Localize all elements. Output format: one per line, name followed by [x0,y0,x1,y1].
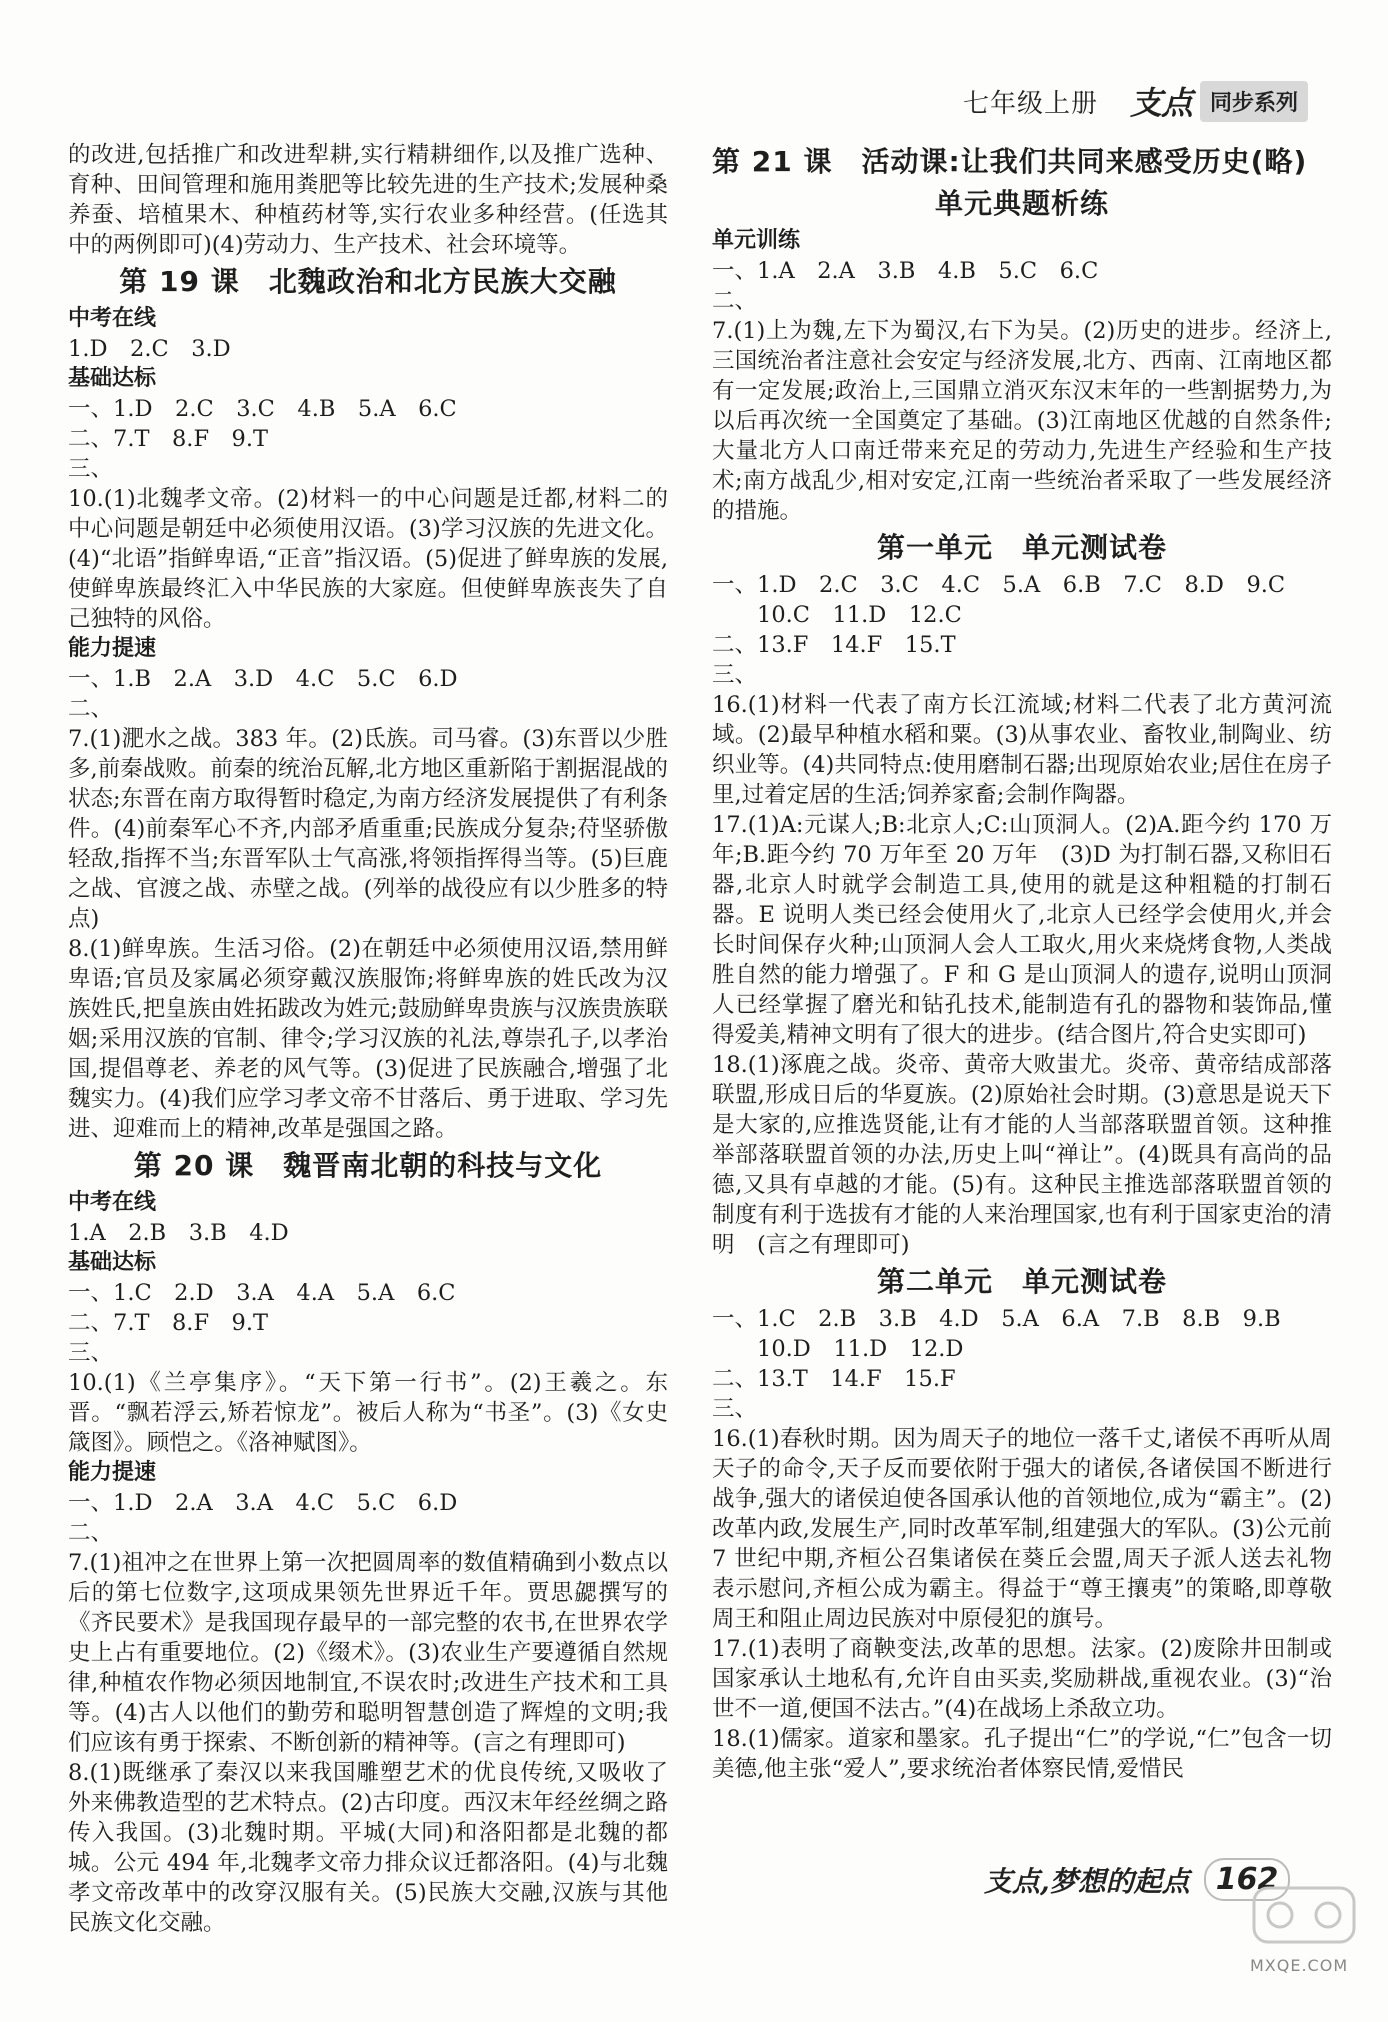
brand-logo: 支点 [1129,84,1192,122]
answer-line: 二、7.T 8.F 9.T [68,1310,269,1336]
section-label: 能力提速 [68,636,157,661]
page-header [963,78,1308,124]
footer-slogan: 支点,梦想的起点 [984,1864,1190,1898]
intro-paragraph: 的改进,包括推广和改进犁耕,实行精耕细作,以及推广选种、育种、田间管理和施用粪肥等比较先进的生产技术;发展种桑养蚕、培植果木、种植药材等,实行农业多种经营。(任选其中的两例即可)(4)劳动力、生产技术、社会环境等。 [68,142,668,258]
answer-paragraph: 7.(1)祖冲之在世界上第一次把圆周率的数值精确到小数点以后的第七位数字,这项成果领先世界近千年。贾思勰撰写的《齐民要术》是我国现存最早的一部完整的农书,在世界农学史上占有重要地位。(2)《缀术》。(3)农业生产要遵循自然规律,种植农作物必须因地制宜,不误农时;改进生产技术和工具等。(4)古人以他们的勤劳和聪明智慧创造了辉煌的文明;我们应该有勇于探索、不断创新的精神等。(言之有理即可) [68,1550,668,1756]
left-column [68,140,668,1938]
answer-line: 一、1.C 2.D 3.A 4.A 5.A 6.C [68,1280,456,1306]
lesson-21-title: 第 21 课 活动课:让我们共同来感受历史(略) [712,145,1308,178]
section-label: 基础达标 [68,1250,157,1275]
answer-line: 10.C 11.D 12.C [712,602,962,628]
watermark-logo [1250,1880,1370,1975]
section-label: 中考在线 [68,1190,157,1215]
unit-2-test-title: 第二单元 单元测试卷 [876,1265,1167,1298]
answer-paragraph: 7.(1)上为魏,左下为蜀汉,右下为吴。(2)历史的进步。经济上,三国统治者注意社会安定与经济发展,北方、西南、江南地区都有一定发展;政治上,三国鼎立消灭东汉末年的一些割据势力,为以后再次统一全国奠定了基础。(3)江南地区优越的自然条件;大量北方人口南迁带来充足的劳动力,先进生产经验和生产技术;南方战乱少,相对安定,江南一些统治者采取了一些发展经济的措施。 [712,318,1332,524]
lesson-19-title: 第 19 课 北魏政治和北方民族大交融 [119,265,617,298]
answer-line: 一、1.D 2.C 3.C 4.C 5.A 6.B 7.C 8.D 9.C [712,572,1286,598]
answer-line: 二、13.T 14.F 15.F [712,1366,956,1392]
answer-paragraph: 18.(1)涿鹿之战。炎帝、黄帝大败蚩尤。炎帝、黄帝结成部落联盟,形成日后的华夏族。(2)原始社会时期。(3)意思是说天下是大家的,应推选贤能,让有才能的人当部落联盟首领。这种推举部落联盟首领的办法,历史上叫“禅让”。(4)既具有高尚的品德,又具有卓越的才能。(5)有。这种民主推选部落联盟首领的制度有利于选拔有才能的人来治理国家,也有利于国家吏治的清明 (言之有理即可) [712,1052,1332,1258]
answer-line: 三、 [68,1340,114,1366]
grade-label: 七年级上册 [962,88,1098,119]
answer-paragraph: 18.(1)儒家。道家和墨家。孔子提出“仁”的学说,“仁”包含一切美德,他主张“爱人”,要求统治者体察民情,爱惜民 [712,1726,1332,1782]
answer-line: 二、7.T 8.F 9.T [68,426,269,452]
answer-line: 二、 [712,288,758,314]
right-column [712,140,1332,1784]
answer-paragraph: 16.(1)春秋时期。因为周天子的地位一落千丈,诸侯不再听从周天子的命令,天子反而要依附于强大的诸侯,各诸侯国不断进行战争,强大的诸侯迫使各国承认他的首领地位,成为“霸主”。(2)改革内政,发展生产,同时改革军制,组建强大的军队。(3)公元前 7 世纪中期,齐桓公召集诸侯在葵丘会盟,周天子派人送去礼物表示慰问,齐桓公成为霸主。得益于“尊王攘夷”的策略,即尊敬周王和阻止周边民族对中原侵犯的旗号。 [712,1426,1332,1632]
answer-paragraph: 8.(1)既继承了秦汉以来我国雕塑艺术的优良传统,又吸收了外来佛教造型的艺术特点。(2)古印度。西汉末年经丝绸之路传入我国。(3)北魏时期。平城(大同)和洛阳都是北魏的都城。公元 494 年,北魏孝文帝力排众议迁都洛阳。(4)与北魏孝文帝改革中的改穿汉服有关。(5)民族大交融,汉族与其他民族文化交融。 [68,1760,668,1936]
answer-paragraph: 7.(1)淝水之战。383 年。(2)氐族。司马睿。(3)东晋以少胜多,前秦战败。前秦的统治瓦解,北方地区重新陷于割据混战的状态;东晋在南方取得暂时稳定,为南方经济发展提供了有利条件。(4)前秦军心不齐,内部矛盾重重;民族成分复杂;苻坚骄傲轻敌,指挥不当;东晋军队士气高涨,将领指挥得当等。(5)巨鹿之战、官渡之战、赤壁之战。(列举的战役应有以少胜多的特点) [68,726,668,932]
answer-paragraph: 16.(1)材料一代表了南方长江流域;材料二代表了北方黄河流域。(2)最早种植水稻和粟。(3)从事农业、畜牧业,制陶业、纺织业等。(4)共同特点:使用磨制石器;出现原始农业;居住在房子里,过着定居的生活;饲养家畜;会制作陶器。 [712,692,1332,808]
answer-line: 一、1.D 2.C 3.C 4.B 5.A 6.C [68,396,457,422]
answer-paragraph: 8.(1)鲜卑族。生活习俗。(2)在朝廷中必须使用汉语,禁用鲜卑语;官员及家属必须穿戴汉族服饰;将鲜卑族的姓氏改为汉族姓氏,把皇族由姓拓跋改为姓元;鼓励鲜卑贵族与汉族贵族联姻;采用汉族的官制、律令;学习汉族的礼法,尊崇孔子,以孝治国,提倡尊老、养老的风气等。(3)促进了民族融合,增强了北魏实力。(4)我们应学习孝文帝不甘落后、勇于进取、学习先进、迎难而上的精神,改革是强国之路。 [68,936,668,1142]
answer-line: 三、 [68,456,114,482]
section-label: 能力提速 [68,1460,157,1485]
answer-line: 一、1.C 2.B 3.B 4.D 5.A 6.A 7.B 8.B 9.B [712,1306,1281,1332]
page-number: 162 [1204,1858,1291,1901]
answer-paragraph: 17.(1)A:元谋人;B:北京人;C:山顶洞人。(2)A.距今约 170 万年;B.距今约 70 万年至 20 万年 (3)D 为打制石器,又称旧石器,北京人时就学会制造工具,使用的就是这种粗糙的打制石器。E 说明人类已经会使用火了,北京人已经学会使用火,并会长时间保存火种;山顶洞人会人工取火,用火来烧烤食物,人类战胜自然的能力增强了。F 和 G 是山顶洞人的遗存,说明山顶洞人已经掌握了磨光和钻孔技术,能制造有孔的器物和装饰品,懂得爱美,精神文明有了很大的进步。(结合图片,符合史实即可) [712,812,1332,1048]
unit-1-test-title: 第一单元 单元测试卷 [876,531,1167,564]
answer-paragraph: 10.(1)《兰亭集序》。“天下第一行书”。(2)王羲之。东晋。“飘若浮云,矫若惊龙”。被后人称为“书圣”。(3)《女史箴图》。顾恺之。《洛神赋图》。 [68,1370,668,1456]
answer-line: 1.A 2.B 3.B 4.D [68,1220,289,1246]
answer-line: 一、1.D 2.A 3.A 4.C 5.C 6.D [68,1490,458,1516]
unit-practice-title: 单元典题析练 [934,187,1109,220]
answer-line: 一、1.B 2.A 3.D 4.C 5.C 6.D [68,666,458,692]
section-label: 基础达标 [68,366,157,391]
section-label: 中考在线 [68,306,157,331]
answer-line: 二、 [68,1520,114,1546]
page-footer [984,1858,1290,1901]
answer-line: 三、 [712,1396,758,1422]
answer-paragraph: 17.(1)表明了商鞅变法,改革的思想。法家。(2)废除井田制或国家承认土地私有,允许自由买卖,奖励耕战,重视农业。(3)“治世不一道,便国不法古。”(4)在战场上杀敌立功。 [712,1636,1332,1722]
watermark-text: MXQE.COM [1250,1956,1349,1975]
section-label: 单元训练 [712,228,801,253]
answer-line: 二、13.F 14.F 15.T [712,632,956,658]
answer-paragraph: 10.(1)北魏孝文帝。(2)材料一的中心问题是迁都,材料二的中心问题是朝廷中必须使用汉语。(3)学习汉族的先进文化。(4)“北语”指鲜卑语,“正音”指汉语。(5)促进了鲜卑族的发展,使鲜卑族最终汇入中华民族的大家庭。但使鲜卑族丧失了自己独特的风俗。 [68,486,668,632]
answer-line: 1.D 2.C 3.D [68,336,231,362]
answer-line: 10.D 11.D 12.D [712,1336,964,1362]
answer-line: 三、 [712,662,758,688]
lesson-20-title: 第 20 课 魏晋南北朝的科技与文化 [133,1149,603,1182]
watermark-icon [1250,1880,1360,1950]
series-badge: 同步系列 [1200,81,1308,122]
answer-line: 二、 [68,696,114,722]
answer-line: 一、1.A 2.A 3.B 4.B 5.C 6.C [712,258,1099,284]
